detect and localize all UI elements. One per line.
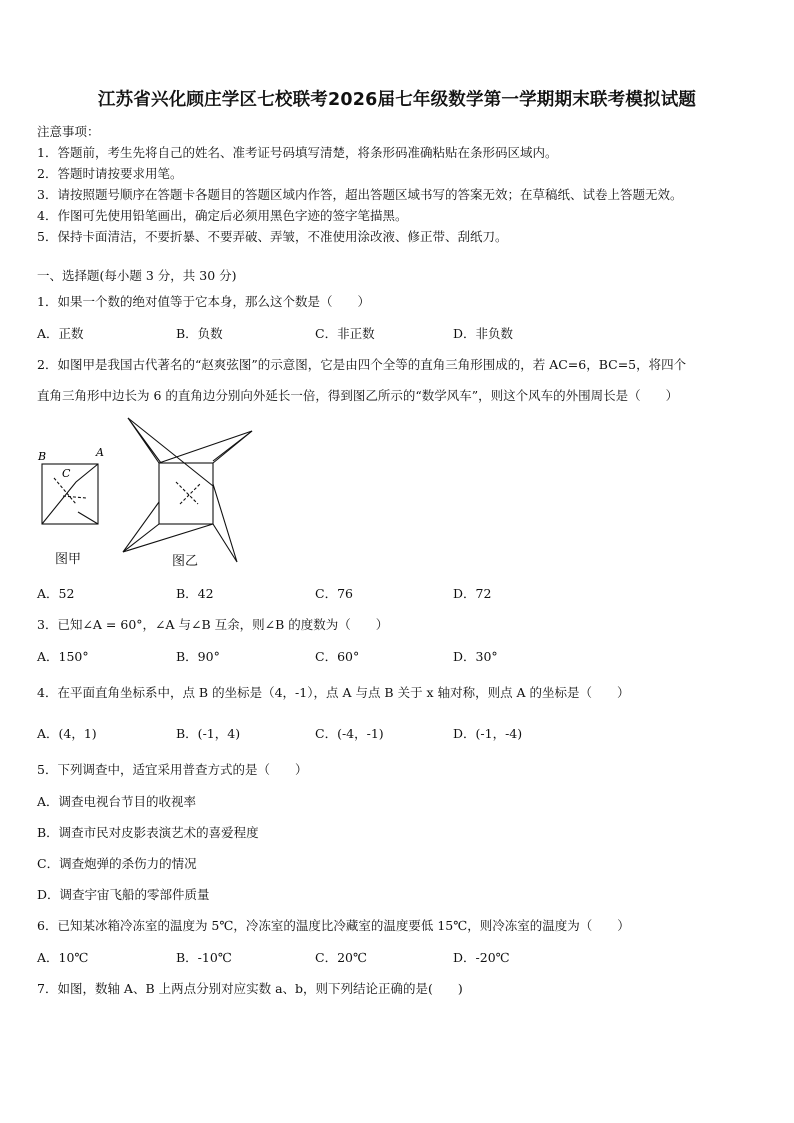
- q2-option-d: D．72: [453, 586, 492, 601]
- q6-stem: 6．已知某冰箱冷冻室的温度为 5℃，冷冻室的温度比冷藏室的温度要低 15℃，则冷冻室的温度为（ ）: [37, 918, 630, 933]
- notice-item-2: 2．答题时请按要求用笔。: [37, 166, 183, 181]
- notice-item-4: 4．作图可先使用铅笔画出，确定后必须用黑色字迹的签字笔描黑。: [37, 208, 408, 223]
- q3-option-d: D．30°: [453, 649, 498, 664]
- label-a: A: [96, 446, 104, 459]
- q2-option-a: A．52: [37, 586, 75, 601]
- label-c: C: [62, 467, 71, 480]
- label-b: B: [38, 450, 47, 463]
- q3-option-c: C．60°: [315, 649, 360, 664]
- q1-option-b: B．负数: [176, 326, 223, 341]
- caption-yi: 图乙: [172, 554, 199, 569]
- q3-stem: 3．已知∠A = 60°，∠A 与∠B 互余，则∠B 的度数为（ ）: [37, 617, 389, 632]
- q2-option-b: B．42: [176, 586, 214, 601]
- q5-option-c: C．调查炮弹的杀伤力的情况: [37, 856, 197, 871]
- q4-option-a: A．(4，1): [37, 726, 97, 741]
- q4-stem: 4．在平面直角坐标系中，点 B 的坐标是（4，-1），点 A 与点 B 关于 x 轴对称，则点 A 的坐标是（ ）: [37, 685, 630, 700]
- figure-yi: [123, 418, 252, 562]
- q5-option-d: D．调查宇宙飞船的零部件质量: [37, 887, 210, 902]
- q1-option-a: A．正数: [37, 326, 84, 341]
- q5-stem: 5．下列调查中，适宜采用普查方式的是（ ）: [37, 762, 308, 777]
- q1-option-d: D．非负数: [453, 326, 514, 341]
- section-heading: 一、选择题(每小题 3 分，共 30 分): [37, 268, 237, 283]
- q4-option-b: B．(-1，4): [176, 726, 241, 741]
- exam-title: 江苏省兴化顾庄学区七校联考2026届七年级数学第一学期期末联考模拟试题: [97, 90, 697, 110]
- q6-option-b: B．-10℃: [176, 950, 232, 965]
- q6-option-d: D．-20℃: [453, 950, 510, 965]
- q1-option-c: C．非正数: [315, 326, 375, 341]
- q3-option-a: A．150°: [37, 649, 89, 664]
- caption-jia: 图甲: [55, 552, 82, 567]
- q1-stem: 1．如果一个数的绝对值等于它本身，那么这个数是（ ）: [37, 294, 370, 309]
- notice-item-1: 1．答题前，考生先将自己的姓名、准考证号码填写清楚，将条形码准确粘贴在条形码区域内。: [37, 145, 558, 160]
- notice-item-3: 3．请按照题号顺序在答题卡各题目的答题区域内作答，超出答题区域书写的答案无效；在草稿纸、试卷上答题无效。: [37, 187, 683, 202]
- notice-heading: 注意事项：: [37, 124, 100, 139]
- q6-option-a: A．10℃: [37, 950, 89, 965]
- q2-stem-line1: 2．如图甲是我国古代著名的“赵爽弦图”的示意图，它是由四个全等的直角三角形围成的，若 AC=6，BC=5，将四个: [37, 357, 687, 372]
- q2-option-c: C．76: [315, 586, 353, 601]
- q3-option-b: B．90°: [176, 649, 220, 664]
- q5-option-b: B．调查市民对皮影表演艺术的喜爱程度: [37, 825, 259, 840]
- q2-stem-line2: 直角三角形中边长为 6 的直角边分别向外延长一倍，得到图乙所示的“数学风车”，则这个风车的外围周长是（ ）: [37, 388, 679, 403]
- q5-option-a: A．调查电视台节目的收视率: [37, 794, 197, 809]
- q6-option-c: C．20℃: [315, 950, 367, 965]
- q4-option-d: D．(-1，-4): [453, 726, 523, 741]
- q7-stem: 7．如图，数轴 A、B 上两点分别对应实数 a、b，则下列结论正确的是( ): [37, 981, 463, 996]
- q4-option-c: C．(-4，-1): [315, 726, 384, 741]
- notice-item-5: 5．保持卡面清洁，不要折暴、不要弄破、弄皱，不准使用涂改液、修正带、刮纸刀。: [37, 229, 508, 244]
